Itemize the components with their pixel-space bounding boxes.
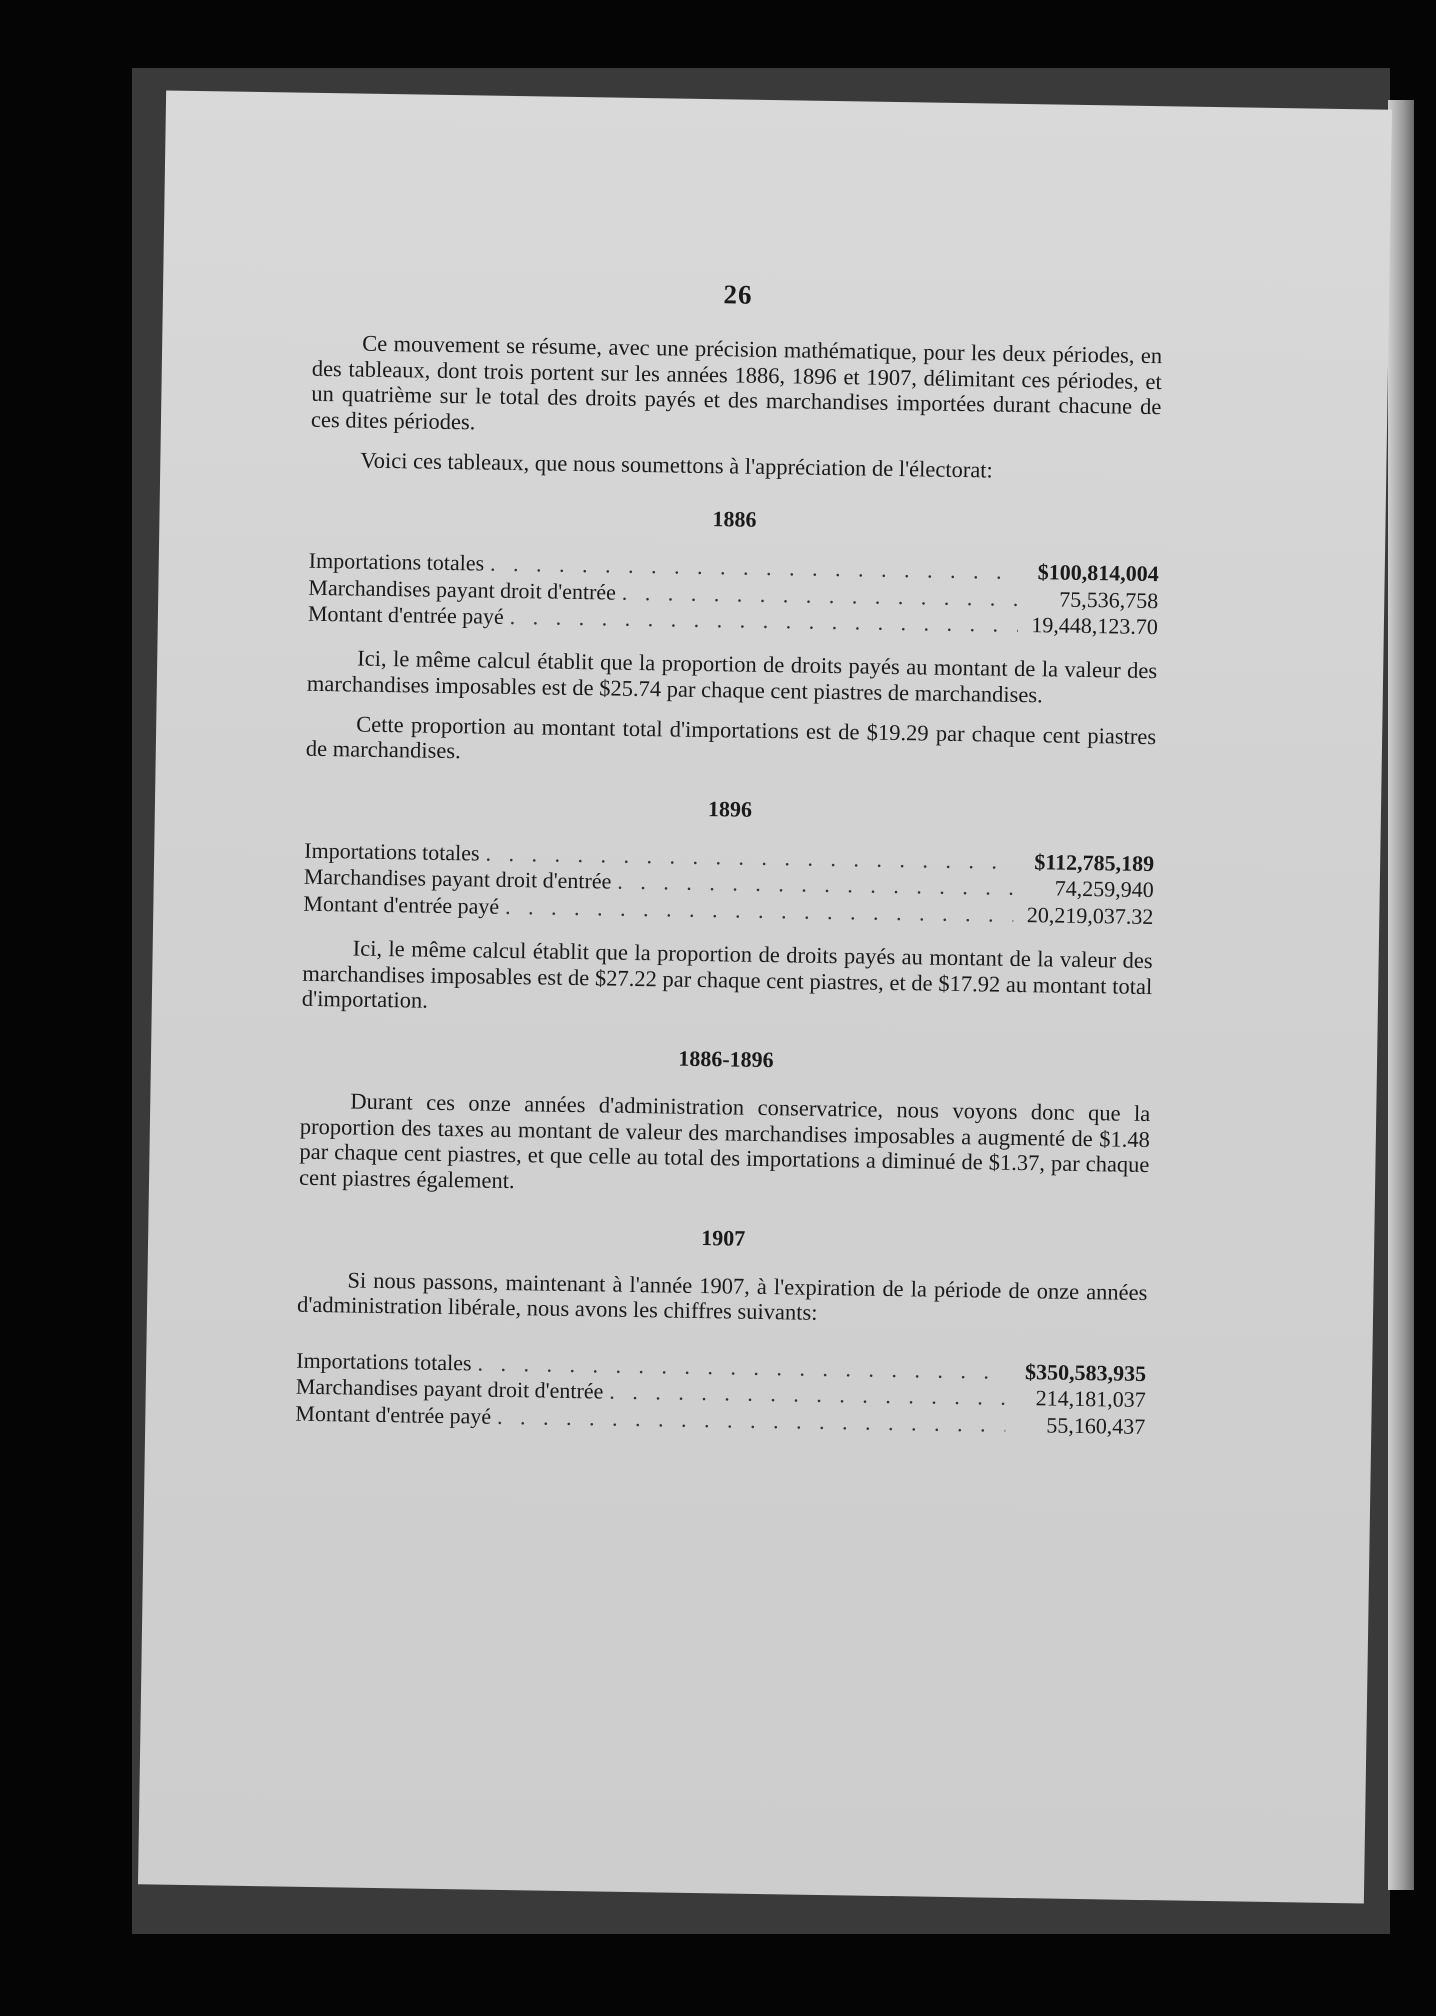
body-paragraph: Ici, le même calcul établit que la proportion de droits payés au montant de la valeur des marchandises imposables est de $25.74 par chaque cent piastres de marchandises. bbox=[306, 645, 1158, 708]
figures-table bbox=[295, 1348, 1146, 1441]
row-label: Importations totales bbox=[304, 837, 480, 866]
intro-paragraph: Ce mouvement se résume, avec une précision mathématique, pour les deux périodes, en des tableaux, dont trois portent sur les années 1886, 1896 et 1907, délimitant ces périodes, et un quatrième sur le total des droits payés et des marchandises importées durant chacune de ces dites périodes. bbox=[310, 330, 1163, 435]
row-label: Montant d'entrée payé bbox=[295, 1400, 492, 1429]
section-heading: 1896 bbox=[707, 796, 753, 822]
body-paragraph: Cette proportion au montant total d'importations est de $19.29 par chaque cent piastres de marchandises. bbox=[305, 711, 1157, 764]
document-page bbox=[138, 90, 1392, 1903]
figures-table bbox=[303, 838, 1154, 931]
page-content bbox=[295, 273, 1163, 1458]
row-value: 75,536,758 bbox=[1059, 586, 1159, 613]
row-value: 55,160,437 bbox=[1046, 1412, 1146, 1439]
row-value: 74,259,940 bbox=[1054, 875, 1154, 903]
page-number: 26 bbox=[723, 279, 753, 310]
row-label: Marchandises payant droit d'entrée bbox=[303, 864, 612, 894]
body-paragraph: Ici, le même calcul établit que la proportion de droits payés au montant de la valeur des marchandises imposables est de $27.22 par chaque cent piastres, et de $17.92 au montant total d'importation. bbox=[301, 935, 1153, 1014]
body-paragraph: Si nous passons, maintenant à l'année 1907, à l'expiration de la période de onze années d'administration libérale, nous avons les chiffres suivants: bbox=[296, 1267, 1148, 1326]
row-label: Marchandises payant droit d'entrée bbox=[308, 574, 617, 605]
row-value: 214,181,037 bbox=[1035, 1385, 1146, 1413]
row-label: Marchandises payant droit d'entrée bbox=[295, 1373, 604, 1404]
row-value: $350,583,935 bbox=[1024, 1359, 1147, 1386]
intro-paragraph: Voici ces tableaux, que nous soumettons à l'appréciation de l'électorat: bbox=[360, 447, 994, 483]
row-value: $100,814,004 bbox=[1037, 559, 1159, 587]
row-value: 20,219,037.32 bbox=[1026, 901, 1154, 929]
figures-table bbox=[308, 548, 1159, 641]
body-paragraph: Durant ces onze années d'administration conservatrice, nous voyons donc que la proportion des taxes au montant de valeur des marchandises imposables a augmenté de $1.48 par chaque cent piastres, et que celle au total des importations a diminué de $1.37, par chaque cent piastres également. bbox=[298, 1088, 1151, 1194]
row-label: Importations totales bbox=[296, 1347, 472, 1376]
row-label: Montant d'entrée payé bbox=[307, 600, 504, 629]
adjacent-page-edge bbox=[1388, 100, 1414, 1890]
row-value: 19,448,123.70 bbox=[1031, 612, 1159, 640]
row-label: Montant d'entrée payé bbox=[303, 890, 500, 919]
section-heading: 1886-1896 bbox=[678, 1045, 774, 1073]
section-heading: 1907 bbox=[701, 1224, 746, 1251]
row-label: Importations totales bbox=[308, 547, 485, 576]
section-heading: 1886 bbox=[712, 506, 757, 533]
row-value: $112,785,189 bbox=[1034, 849, 1155, 877]
